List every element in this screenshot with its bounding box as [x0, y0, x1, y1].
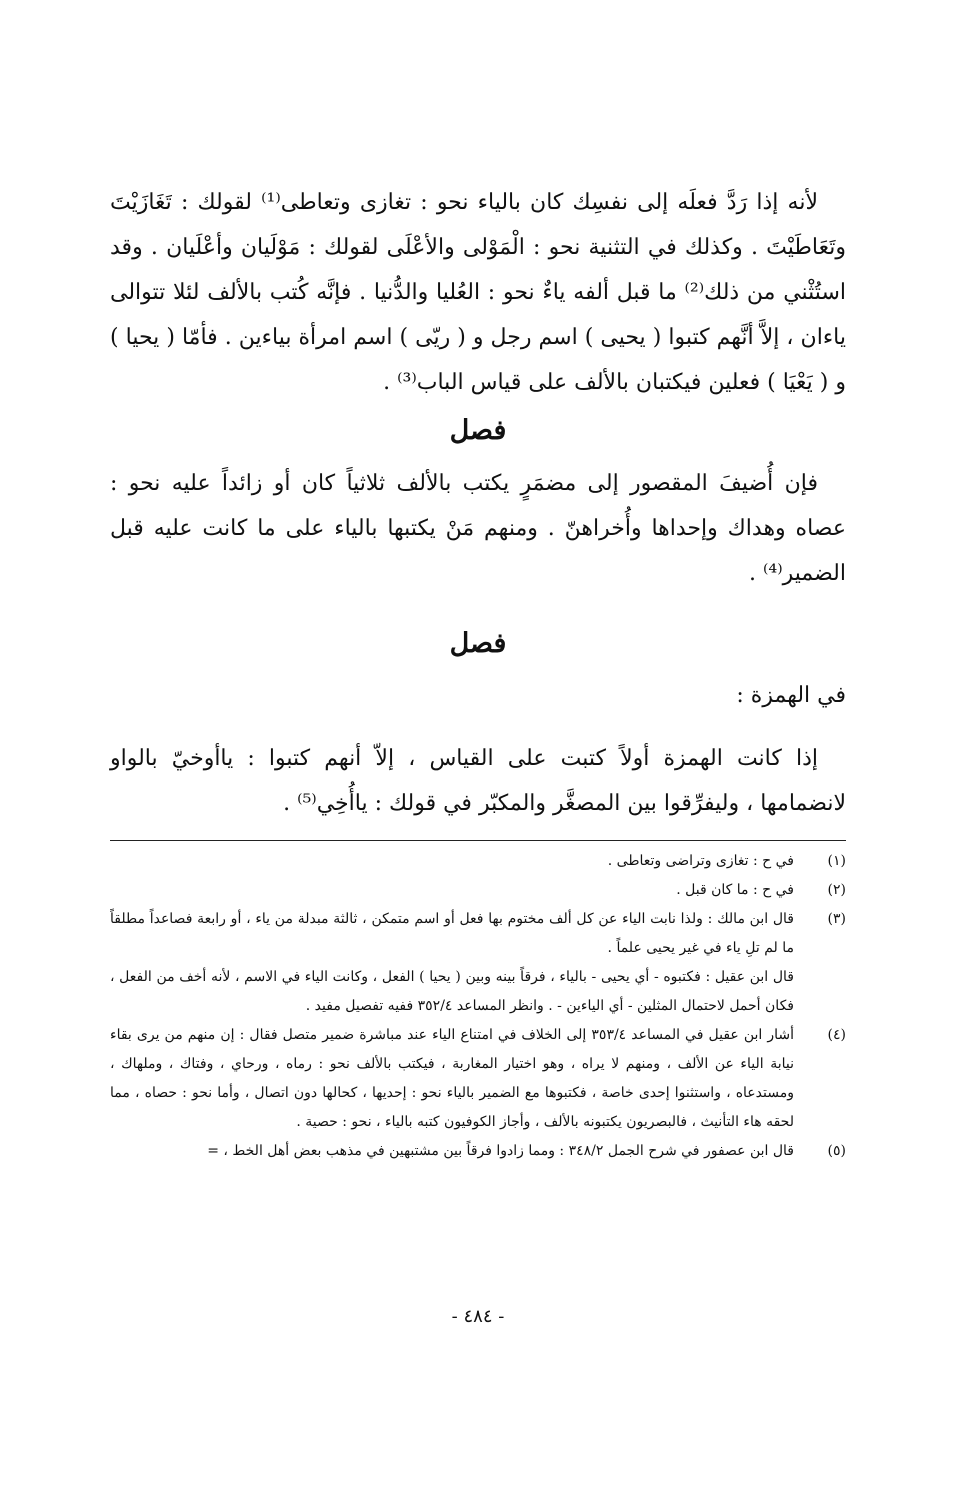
- footnotes: [110, 847, 846, 1166]
- footnote-line: قال ابن عقيل : فكتبوه - أي يحيى - بالياء ، فرقاً بينه وبين ( يحيا ) الفعل ، وكانت الياء في الاسم ، لأنه أخف من الفعل ، فكان أحمل لاحتمال المثلين - أي الياءين - . وانظر المساعد ٣٥٢/٤ ففيه تفصيل مفيد .: [110, 969, 794, 1014]
- footnote-2: [110, 876, 846, 905]
- footnote-1: [110, 847, 846, 876]
- footnote-text: [110, 905, 794, 1021]
- footnote-number: (٣): [827, 911, 846, 927]
- page-body: [110, 180, 846, 1166]
- footnote-line: في ح : تغازى وتراضى وتعاطى .: [607, 853, 794, 869]
- footnote-line: قال ابن عصفور في شرح الجمل ٣٤٨/٢ : ومما زادوا فرقاً بين مشتبهين في مذهب بعض أهل الخط ، =: [207, 1143, 794, 1159]
- footnote-text: [110, 876, 794, 905]
- footnote-number: (٥): [827, 1143, 846, 1159]
- footnote-number: (٢): [827, 882, 846, 898]
- footnote-text: [110, 847, 794, 876]
- footnote-line: أشار ابن عقيل في المساعد ٣٥٣/٤ إلى الخلاف في امتناع الياء عند مباشرة ضمير متصل فقال : إن منهم من يرى بقاء نيابة الياء عن الألف ، ومنهم لا يراه ، وهو اختيار المغاربة ، فيكتب بالألف نحو : رماه ، ورحاي ، وفتاك ، وملهاك ، ومستدعاه ، واستثنوا إحدى خاصة ، فكتبوها مع الضمير بالياء نحو : إحديها ، كحالها دون اتصال ، وأما نحو : حصاه ، مما لحقه هاء التأنيث ، فالبصريون يكتبونه بالألف ، وأجاز الكوفيون كتبه بالياء ، نحو : حصية .: [110, 1027, 794, 1130]
- footnote-4: [110, 1021, 846, 1137]
- footnote-text: [110, 1137, 794, 1166]
- footnote-5: [110, 1137, 846, 1166]
- footnote-3: [110, 905, 846, 1021]
- subheading-hamza: في الهمزة :: [736, 683, 846, 708]
- footnote-line: قال ابن مالك : ولذا نابت الياء عن كل ألف مختوم بها فعل أو اسم متمكن ، ثالثة مبدلة من ياء ، أو رابعة فصاعداً مطلقاً ما لم تلِ ياء في غير يحيى علماً .: [110, 911, 794, 956]
- body-paragraph-1: لأنه إذا رَدَّ فعلَه إلى نفسِك كان بالياء نحو : تغازى وتعاطى⁽¹⁾ لقولك : تَغَازَيْتَ وتَعَاطَيْتَ . وكذلك في التثنية نحو : الْمَوْلى والأعْلَى لقولك : مَوْلَيان وأعْلَيان . وقد استُثْني من ذلك⁽²⁾ ما قبل ألفه ياءٌ نحو : العُليا والدُّنيا . فإنَّه كُتب بالألف لئلا تتوالى ياءان ، إلاَّ أنَّهم كتبوا ( يحيى ) اسم رجل و ( ريّى ) اسم امرأة بياءين . فأمّا ( يحيا ) و ( يَعْيَا ) فعلين فيكتبان بالألف على قياس الباب⁽³⁾ .: [110, 190, 846, 395]
- section-heading-fasl-2: فصل: [449, 628, 507, 659]
- section-heading-fasl-1: فصل: [449, 415, 507, 446]
- page-number: - ٤٨٤ -: [451, 1306, 505, 1327]
- body-paragraph-3: إذا كانت الهمزة أولاً كتبت على القياس ، إلاّ أنهم كتبوا : ياأوخيّ بالواو لانضمامها ، وليفرِّقوا بين المصغَّر والمكبّر في قولك : ياأُخِي⁽⁵⁾ .: [110, 746, 846, 816]
- footnote-separator: [110, 840, 846, 841]
- footnote-number: (٤): [827, 1027, 846, 1043]
- footnote-line: في ح : ما كان قبل .: [676, 882, 794, 898]
- footnote-text: [110, 1021, 794, 1137]
- footnote-number: (١): [827, 853, 846, 869]
- body-paragraph-2: فإن أُضيفَ المقصور إلى مضمَرٍ يكتب بالألف ثلاثياً كان أو زائداً عليه نحو : عصاه وهداك وإحداها وأُخراهنّ . ومنهم مَنْ يكتبها بالياء على ما كانت عليه قبل الضمير⁽⁴⁾ .: [110, 471, 846, 586]
